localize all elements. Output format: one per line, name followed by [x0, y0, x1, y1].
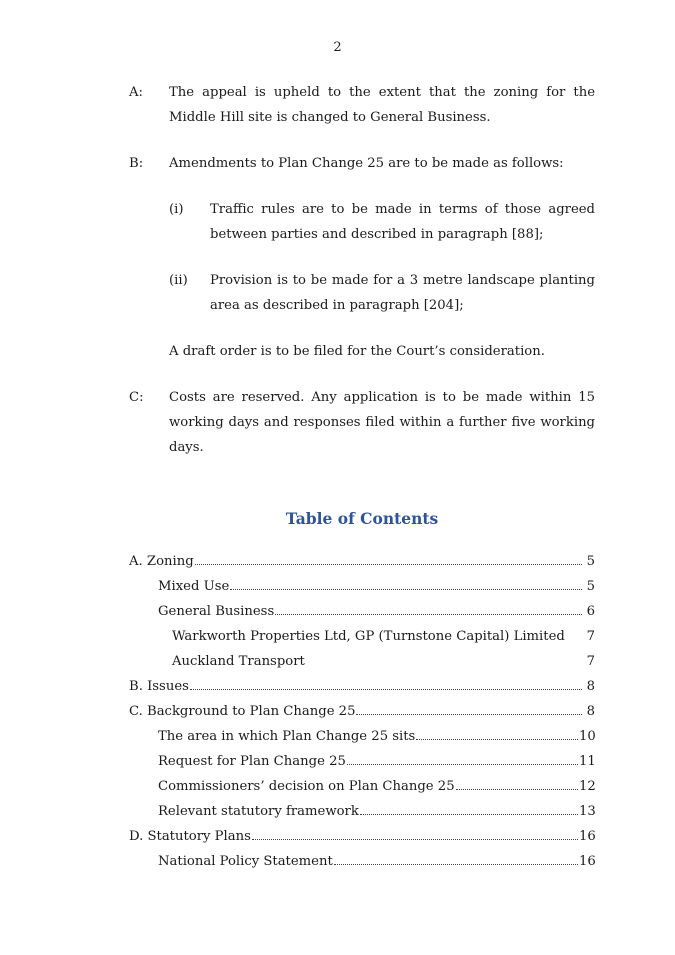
toc-entry-label: Warkworth Properties Ltd, GP (Turnstone Capital) Limited	[172, 629, 565, 644]
toc-entry-label: Commissioners’ decision on Plan Change 25	[158, 779, 455, 794]
order-a	[129, 80, 595, 130]
court-orders	[129, 80, 595, 481]
toc-entry[interactable]	[129, 649, 595, 674]
toc-leader-dots	[190, 689, 582, 690]
toc-entry[interactable]	[129, 799, 595, 824]
toc-entry[interactable]	[129, 574, 595, 599]
table-of-contents	[129, 549, 595, 874]
toc-leader-dots	[252, 839, 578, 840]
toc-entry-label: B. Issues	[129, 679, 189, 694]
toc-entry[interactable]	[129, 549, 595, 574]
toc-entry-page: 10	[579, 729, 596, 744]
toc-leader-dots	[347, 764, 578, 765]
toc-leader-dots	[416, 739, 578, 740]
sub-item-number: (ii)	[169, 273, 188, 288]
toc-leader-dots	[456, 789, 578, 790]
toc-entry-label: A. Zoning	[129, 554, 194, 569]
order-letter: C:	[129, 390, 144, 405]
order-body	[169, 151, 595, 364]
toc-entry-label: Auckland Transport	[172, 654, 305, 669]
order-c	[129, 385, 595, 460]
page-number: 2	[333, 40, 342, 55]
order-letter: B:	[129, 156, 144, 171]
toc-entry-page: 6	[586, 604, 595, 619]
toc-entry-page: 7	[586, 629, 595, 644]
toc-leader-dots	[230, 589, 582, 590]
toc-leader-dots	[356, 714, 582, 715]
toc-entry-label: The area in which Plan Change 25 sits	[158, 729, 416, 744]
toc-entry-page: 16	[579, 854, 596, 869]
toc-entry[interactable]	[129, 674, 595, 699]
toc-entry-page: 7	[586, 654, 595, 669]
toc-leader-dots	[334, 864, 578, 865]
toc-entry-page: 5	[586, 554, 595, 569]
toc-leader-dots	[275, 614, 582, 615]
toc-entry[interactable]	[129, 624, 595, 649]
toc-entry[interactable]	[129, 849, 595, 874]
toc-entry-page: 12	[579, 779, 596, 794]
toc-entry-label: Relevant statutory framework	[158, 804, 359, 819]
sub-list	[169, 197, 595, 318]
order-b	[129, 151, 595, 364]
toc-entry[interactable]	[129, 599, 595, 624]
sub-item-number: (i)	[169, 202, 184, 217]
toc-entry-page: 8	[586, 679, 595, 694]
order-letter: A:	[129, 85, 143, 100]
toc-entry[interactable]	[129, 774, 595, 799]
toc-entry[interactable]	[129, 749, 595, 774]
order-text: Costs are reserved. Any application is to be made within 15 working days and responses filed within a further five working days.	[169, 390, 595, 455]
sub-item	[169, 197, 595, 247]
toc-entry-label: Mixed Use	[158, 579, 230, 594]
toc-entry[interactable]	[129, 824, 595, 849]
toc-entry-label: C. Background to Plan Change 25	[129, 704, 356, 719]
sub-item-text: Provision is to be made for a 3 metre landscape planting area as described in paragraph [204];	[210, 273, 595, 313]
toc-heading: Table of Contents	[285, 509, 439, 528]
toc-entry[interactable]	[129, 724, 595, 749]
toc-entry-label: Request for Plan Change 25	[158, 754, 346, 769]
toc-entry-page: 11	[579, 754, 596, 769]
order-text: The appeal is upheld to the extent that the zoning for the Middle Hill site is changed to General Business.	[169, 85, 595, 125]
toc-entry-label: General Business	[158, 604, 275, 619]
toc-entry-page: 5	[586, 579, 595, 594]
order-text: Amendments to Plan Change 25 are to be made as follows:	[169, 156, 564, 171]
sub-item-text: Traffic rules are to be made in terms of those agreed between parties and described in paragraph [88];	[210, 202, 595, 242]
toc-leader-dots	[360, 814, 578, 815]
toc-leader-dots	[195, 564, 582, 565]
toc-entry-page: 13	[579, 804, 596, 819]
toc-entry-page: 8	[586, 704, 595, 719]
toc-entry[interactable]	[129, 699, 595, 724]
toc-entry-page: 16	[579, 829, 596, 844]
toc-entry-label: D. Statutory Plans	[129, 829, 251, 844]
sub-item	[169, 268, 595, 318]
toc-entry-label: National Policy Statement	[158, 854, 333, 869]
draft-order-note: A draft order is to be filed for the Court’s consideration.	[169, 344, 545, 359]
